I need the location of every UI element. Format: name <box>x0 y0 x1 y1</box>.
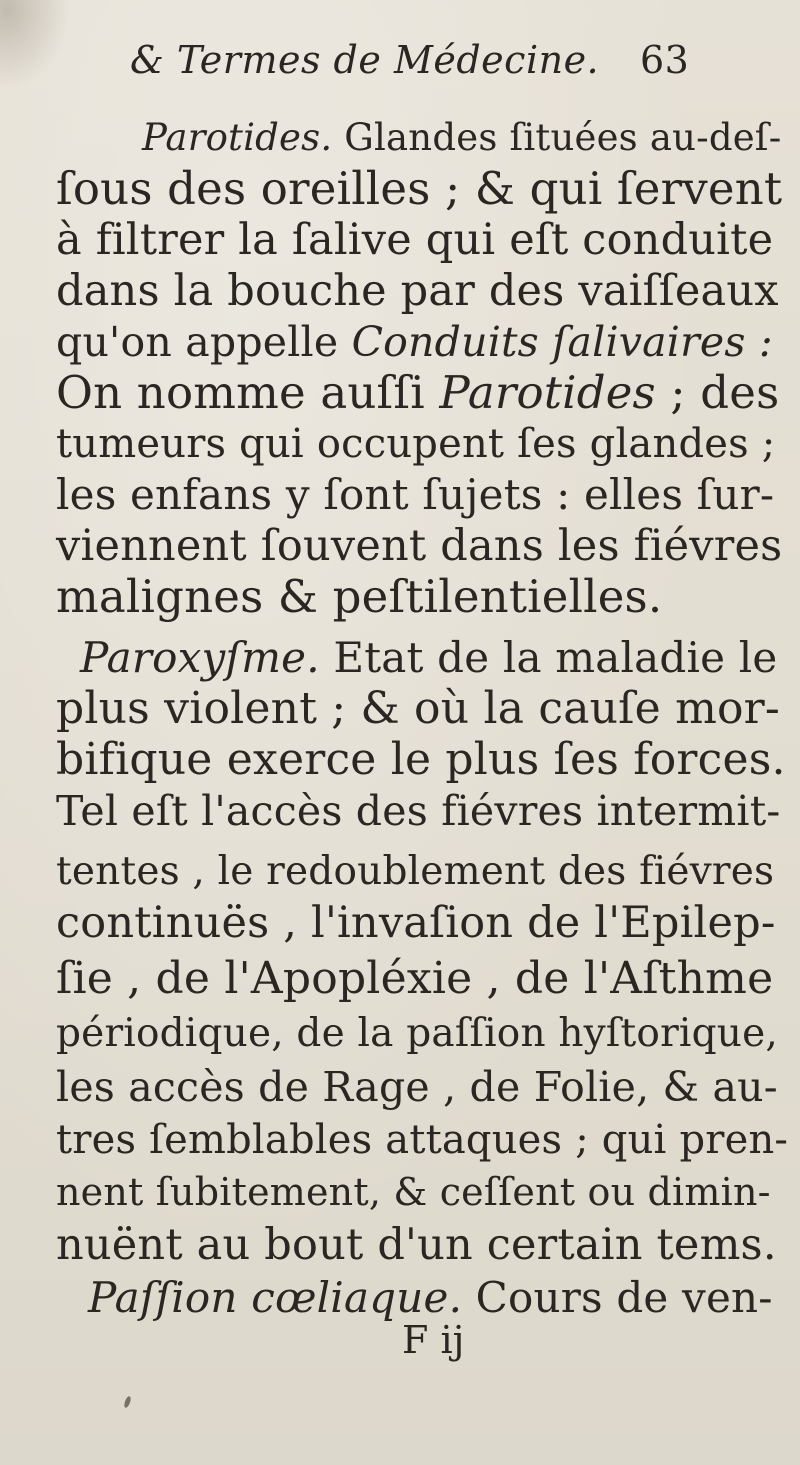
page-number: 63 <box>640 38 690 82</box>
text-line: périodique, de la paſſion hyſtorique, <box>56 1011 778 1056</box>
text-line: malignes & peſtilentielles. <box>56 570 663 623</box>
running-header <box>130 38 690 98</box>
text-line: plus violent ; & où la cauſe mor- <box>56 683 780 734</box>
running-title: & Termes de Médecine. <box>130 38 600 82</box>
text-line: les enfans y ſont ſujets : elles ſur- <box>56 470 775 519</box>
text-line: tumeurs qui occupent ſes glandes ; <box>56 421 776 467</box>
text-line: Paſſion cœliaque. Cours de ven- <box>88 1273 773 1322</box>
text-line: Paroxyſme. Etat de la maladie le <box>80 633 778 682</box>
text-line: On nomme auſſi Parotides ; des <box>56 366 780 419</box>
text-line: viennent ſouvent dans les fiévres <box>56 521 783 571</box>
text-line: dans la bouche par des vaiſſeaux <box>56 266 779 316</box>
text-line: bifique exerce le plus ſes forces. <box>56 734 786 785</box>
text-line: ſous des oreilles ; & qui ſervent <box>56 162 783 215</box>
text-line: les accès de Rage , de Folie, & au- <box>56 1063 778 1111</box>
text-line: à filtrer la ſalive qui eſt conduite <box>56 215 774 265</box>
ink-speck <box>123 1396 132 1409</box>
text-line: tentes , le redoublement des fiévres <box>56 849 775 894</box>
signature-mark: F ij <box>402 1318 465 1362</box>
text-line: ſie , de l'Apopléxie , de l'Aſthme <box>56 953 774 1004</box>
text-line: nuënt au bout d'un certain tems. <box>56 1220 777 1270</box>
text-line: Parotides. Glandes ſituées au-deſ- <box>142 116 782 159</box>
text-line: tres ſemblables attaques ; qui pren- <box>56 1117 789 1163</box>
text-line: nent ſubitement, & ceſſent ou dimin- <box>56 1170 771 1214</box>
text-line: continuës , l'invaſion de l'Epilep- <box>56 898 776 948</box>
text-line: qu'on appelle Conduits ſalivaires : <box>56 318 773 366</box>
text-line: Tel eſt l'accès des fiévres intermit- <box>56 787 781 835</box>
